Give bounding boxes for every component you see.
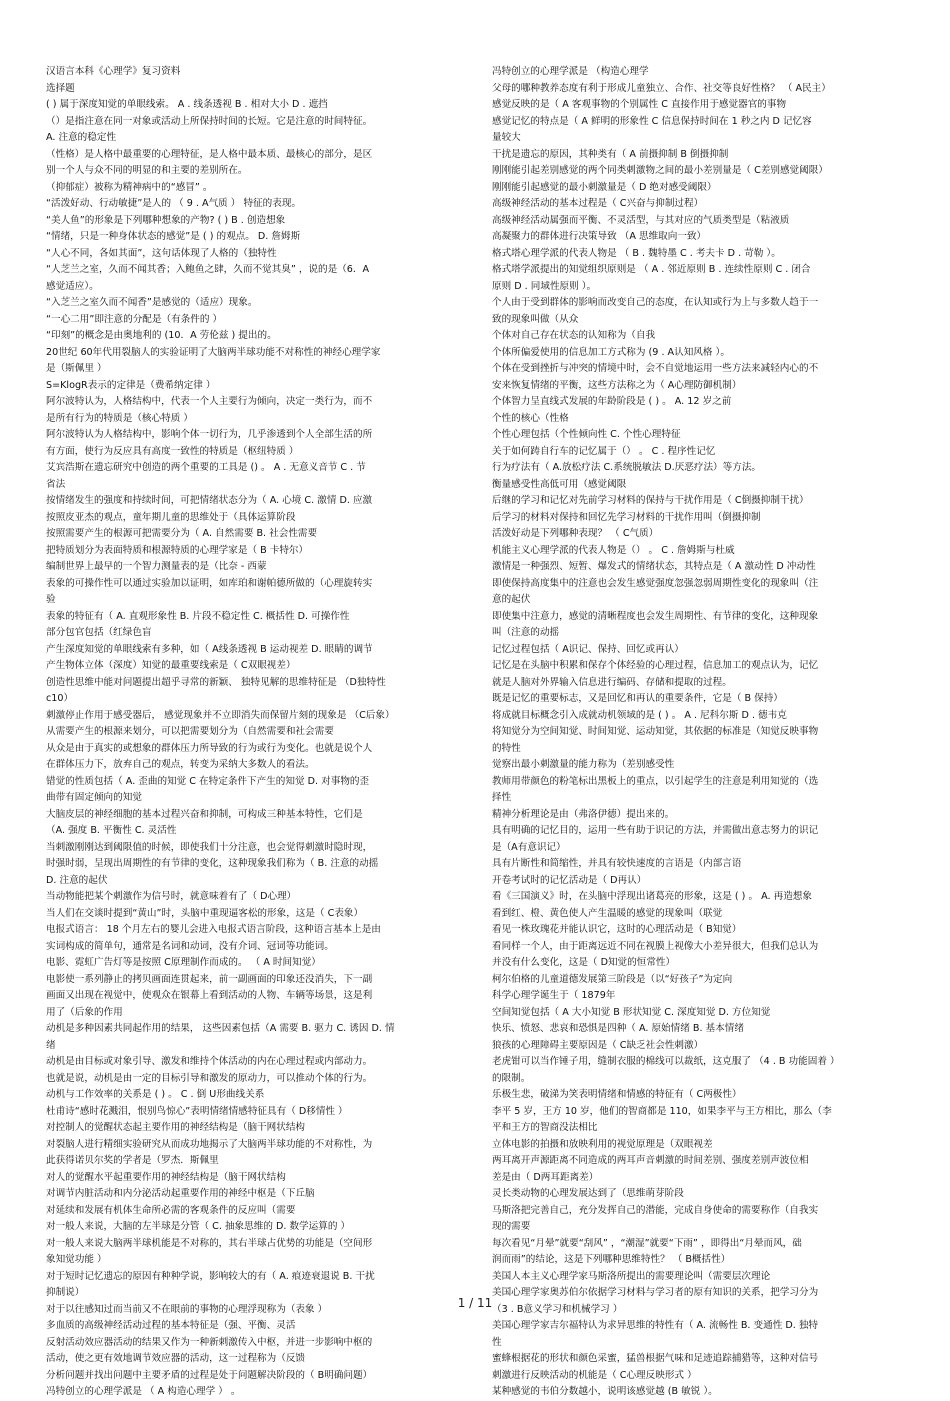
text-line: （3 . B意义学习和机械学习 ） [492, 1303, 623, 1315]
text-line: 量较大 [492, 132, 521, 143]
text-line: 并没有什么变化，这是（ D知觉的恒常性） [492, 957, 676, 968]
text-line: 对人的觉醒水平起重要作用的神经结构是（脑干网状结构 [46, 1171, 286, 1183]
text-line: 柯尔伯格的儿童道德发展第三阶段是（以“好孩子”为定向 [492, 973, 733, 985]
text-line: 刚刚能引起感觉的最小刺激量是（ D 绝对感受阈限） [492, 181, 717, 193]
text-line: 选择题 [46, 82, 75, 94]
text-line: 感觉记忆的特点是（ A 鲜明的形象性 C 信息保持时间在 1 秒之内 D 记忆容 [492, 115, 812, 127]
text-line: 冯特创立的心理学派是 （ A 构造心理学 ） 。 [46, 1386, 241, 1397]
text-line: “人芝兰之室，久而不闻其香；入鲍鱼之肆，久而不觉其臭” ，说的是（6．A [46, 264, 370, 275]
text-line: （抑郁症）被称为精神病中的“感冒” 。 [46, 181, 213, 193]
text-line: “印刻”的概念是由奥地利的 (10．A 劳伦兹 ) 提出的。 [46, 330, 277, 341]
text-line: 记忆是在头脑中积累和保存个体经验的心理过程，信息加工的观点认为，记忆 [492, 660, 819, 671]
text-line: 狼孩的心理障碍主要原因是（ C缺乏社会性刺激） [492, 1039, 704, 1051]
text-line: 对控制人的觉醒状态起主要作用的神经结构是（脑干网状结构 [46, 1122, 306, 1133]
text-line: 刺激进行反映活动的机能是（ C心理反映形式 ） [492, 1369, 697, 1381]
text-line: 意的起伏 [492, 594, 531, 605]
text-line: 验 [46, 594, 56, 605]
text-line: 高级神经活动属强而平衡、不灵活型，与其对应的气质类型是（粘液质 [492, 214, 790, 226]
text-line: 看到红、橙、黄色使人产生温暖的感觉的现象叫（联觉 [492, 907, 723, 919]
text-line: 按照皮亚杰的观点，童年期儿童的思维处于（具体运算阶段 [46, 511, 296, 523]
text-line: 当刺激刚刚达到阈限值的时候，即使我们十分注意，也会觉得刺激时隐时现， [46, 841, 373, 853]
text-line: 是所有行为的特质是（核心特质 ） [46, 412, 193, 424]
text-line: 某种感觉的韦伯分数越小，说明该感觉越 (B 敏锐 ）。 [492, 1386, 718, 1397]
text-line: （A. 强度 B. 平衡性 C. 灵活性 [46, 825, 177, 836]
text-line: 艾宾浩斯在遗忘研究中创造的两个重要的工具是 () 。 A . 无意义音节 C . 节 [46, 462, 366, 473]
text-line: （）是指注意在同一对象或活动上所保持时间的长短。它是注意的时间特征。 [46, 115, 373, 127]
text-line: “情绪，只是一种身体状态的感觉”是 ( ) 的观点。 D. 詹姆斯 [46, 231, 301, 242]
text-line: 记忆过程包括（ A识记、保持、回忆或再认） [492, 643, 684, 655]
text-line: 也就是说，动机是由一定的目标引导和激发的原动力，可以推动个体的行为。 [46, 1072, 373, 1084]
text-line: （性格）是人格中最重要的心理特征，是人格中最本质、最核心的部分，是区 [46, 148, 373, 160]
text-line: 父母的哪种教养态度有利于形成儿童独立、合作、社交等良好性格？ （ A民主） [492, 82, 831, 94]
text-line: 就是人脑对外界输入信息进行编码、存储和提取的过程。 [492, 676, 732, 688]
text-line: 对于短时记忆遗忘的原因有种种学说，影响较大的有（ A. 痕迹衰退说 B. 干扰 [46, 1270, 375, 1282]
text-line: 对一般人来说，大脑的左半球是分管（ C. 抽象思维的 D. 数学运算的 ） [46, 1221, 351, 1232]
text-line: 开卷考试时的记忆活动是（ D再认） [492, 874, 647, 886]
text-line: 马斯洛把完善自己，充分发挥自己的潜能，完成自身使命的需要称作（自我实 [492, 1204, 819, 1216]
text-line: 把特质划分为表面特质和根源特质的心理学家是（ B 卡特尔） [46, 544, 309, 556]
text-line: 用了（后象的作用 [46, 1006, 123, 1018]
text-line: 个体智力呈直线式发展的年龄阶段是 ( ) 。 A. 12 岁之前 [492, 396, 732, 407]
text-line: 动机是多种因素共同起作用的结果， 这些因素包括（A 需要 B. 驱力 C. 诱因 D. 情 [46, 1023, 395, 1034]
text-line: 绪 [46, 1039, 56, 1051]
text-line: D. 注意的起伏 [46, 874, 108, 886]
text-line: 产生深度知觉的单眼线索有多种，如（ A线条透视 B 运动视差 D. 眼睛的调节 [46, 643, 373, 655]
text-line: 择性 [492, 792, 512, 803]
text-line: 每次看见“月晕”就要“刮风” ，“潮湿”就要“下雨” ，即得出“月晕而风，础 [492, 1237, 802, 1249]
text-line: 动机与工作效率的关系是 ( ) 。 C . 倒 U形曲线关系 [46, 1089, 265, 1100]
text-line: 在群体压力下，放弃自己的观点，转变为采纳大多数人的看法。 [46, 759, 315, 770]
text-line: 按情绪发生的强度和持续时间，可把情绪状态分为（ A. 心境 C. 激情 D. 应激 [46, 495, 373, 506]
text-line: 李平 5 岁，王方 10 岁，他们的智商都是 110，如果李平与王方相比，那么（李 [492, 1105, 832, 1117]
text-line: 阿尔波特认为人格结构中，影响个体一切行为，几乎渗透到个人全部生活的所 [46, 429, 373, 440]
text-line: 的特性 [492, 742, 521, 754]
text-line: 动机是由目标或对象引导、激发和维持个体活动的内在心理过程或内部动力。 [46, 1056, 373, 1067]
text-line: “美人鱼”的形象是下列哪种想象的产物? ( ) B . 创造想象 [46, 214, 286, 226]
text-line: “活泼好动、行动敏捷”是人的 （ 9 . A气质 ） 特征的表现。 [46, 198, 302, 209]
text-line: 空间知觉包括（ A 大小知觉 B 形状知觉 C. 深度知觉 D. 方位知觉 [492, 1006, 771, 1018]
text-line: 立体电影的拍摄和放映利用的视觉原理是（双眼视差 [492, 1138, 713, 1150]
text-line: 将成就目标概念引入成就动机领域的是 ( ) 。 A . 尼科尔斯 D . 德韦克 [492, 709, 787, 721]
text-line: 有方面，使行为反应具有高度一致性的特质是（枢纽特质 ） [46, 445, 299, 457]
text-line: 衡量感受性高低可用（感觉阈限 [492, 478, 627, 490]
text-line: 对裂脑人进行精细实验研究从而成功地揭示了大脑两半球功能的不对称性，为 [46, 1138, 373, 1150]
text-line: 表象的特征有（ A. 直观形象性 B. 片段不稳定性 C. 概括性 D. 可操作性 [46, 610, 350, 622]
text-line: “一心二用”即注意的分配是（有条件的 ） [46, 313, 223, 325]
text-line: 将知觉分为空间知觉、时间知觉、运动知觉，其依据的标准是（知觉反映事物 [492, 726, 819, 737]
left-column [46, 64, 462, 1401]
text-line: 教师用带颜色的粉笔标出黑板上的重点，以引起学生的注意是利用知觉的（选 [492, 775, 819, 787]
text-line: 个体所偏爱使用的信息加工方式称为 (9 . A认知风格 ）。 [492, 346, 730, 358]
text-line: 感觉适应）。 [46, 280, 99, 292]
text-line: 的限制。 [492, 1072, 531, 1084]
text-line: 活动，使之更有效地调节效应器的活动，这一过程称为（反馈 [46, 1353, 306, 1364]
text-line: 格式塔学派提出的知觉组织原则是 （ A . 邻近原则 B . 连续性原则 C . 闭合 [492, 264, 811, 275]
text-line: 当动物能把某个刺激作为信号时，就意味着有了（ D心理） [46, 891, 297, 902]
text-line: 冯特创立的心理学派是 （构造心理学 [492, 66, 649, 77]
text-line: 精神分析理论是由（弗洛伊德）提出来的。 [492, 808, 675, 820]
text-line: 乐极生悲，破涕为笑表明情绪和情感的特征有（ C两极性） [492, 1089, 742, 1100]
text-line: c10） [46, 693, 74, 704]
text-line: 安来恢复情绪的平衡，这些方法称之为（ A心理防御机制） [492, 379, 742, 391]
text-line: 关于如何踌自行车的记忆属于（） 。 C . 程序性记忆 [492, 445, 716, 457]
text-line: “入芝兰之室久而不闻香”是感觉的（适应）现象。 [46, 297, 258, 308]
text-line: 表象的可操作性可以通过实验加以证明，如库珀和谢帕德所做的（心理旋转实 [46, 577, 373, 589]
text-line: 从众是由于真实的或想象的群体压力所导致的行为或行为变化。也就是说个人 [46, 742, 373, 754]
text-line: 产生物体立体（深度）知觉的最重要线索是（ C双眼视差） [46, 660, 296, 671]
text-line: 反射活动效应器活动的结果又作为一种新刺激传入中枢，并进一步影响中枢的 [46, 1336, 373, 1348]
text-line: 感觉反映的是（ A 客观事物的个别属性 C 直接作用于感觉器官的事物 [492, 99, 787, 110]
text-line: 大脑皮层的神经细胞的基本过程兴奋和抑制，可构成三种基本特性，它们是 [46, 808, 363, 820]
text-line: 多血质的高级神经活动过程的基本特征是（强、平衡、灵活 [46, 1320, 296, 1331]
text-line: 电影使一系列静止的拷贝画面连贯起来，前一副画面的印象还没消失，下一副 [46, 973, 373, 985]
text-line: 既是记忆的重要标志，又是回忆和再认的重要条件，它是（ B 保持） [492, 693, 783, 704]
text-line: 叫（注意的动摇 [492, 627, 560, 638]
text-line: 刚刚能引起差别感觉的两个同类刺激物之间的最小差别量是（ C差别感觉阈限） [492, 165, 828, 176]
text-line: ( ) 属于深度知觉的单眼线索。 A . 线条透视 B . 相对大小 D . 遮挡 [46, 99, 328, 110]
text-line: 干扰是遗忘的原因，其种类有（ A 前摄抑制 B 倒摄抑制 [492, 148, 729, 160]
text-line: 部分包官包括（红绿色盲 [46, 627, 152, 638]
text-line: 别一个人与众不同的明显的和主要的差别所在。 [46, 165, 248, 176]
text-line: 科学心理学诞生于（ 1879年 [492, 990, 616, 1001]
text-line: 对于以往感知过而当前又不在眼前的事物的心理浮现称为（表象 ） [46, 1303, 328, 1315]
text-line: 个体对自己存在状态的认知称为（自我 [492, 330, 656, 341]
text-line: 性 [492, 1336, 502, 1348]
text-line: 时强时弱，呈现出周期性的有节律的变化，这种现象我们称为（ B. 注意的动摇 [46, 858, 379, 869]
text-line: 美国心理学家奥苏伯尔依据学习材料与学习者的原有知识的关系，把学习分为 [492, 1287, 819, 1298]
text-line: 激情是一种强烈、短暂、爆发式的情绪状态，其特点是（ A 激动性 D 冲动性 [492, 561, 816, 572]
text-line: 分析问题并找出问题中主要矛盾的过程是处于问题解决阶段的（ B明确问题） [46, 1369, 373, 1381]
text-line: 电影、霓虹广告灯等是按照 C原理制作而成的。 （ A 时间知觉） [46, 957, 321, 968]
text-line: 个人由于受到群体的影响而改变自己的态度，在认知或行为上与多数人趋于一 [492, 297, 819, 308]
text-line: 20世纪 60年代用裂脑人的实验证明了大脑两半球功能不对称性的神经心理学家 [46, 346, 381, 358]
text-line: 当人们在交谈时提到“黄山”时，头脑中重现逼客松的形象，这是（ C表象） [46, 907, 364, 919]
text-line: 电报式语言： 18 个月左右的婴儿会进入电报式语言阶段，这种语言基本上是由 [46, 924, 381, 935]
text-line: 觉察出最小刺激量的能力称为（差别感受性 [492, 759, 675, 770]
page-number: 1 / 11 [457, 1296, 493, 1310]
text-line: 现的需要 [492, 1221, 531, 1232]
text-line: 个性心理包括（个性倾向性 C. 个性心理特征 [492, 429, 681, 440]
text-line: 创造性思维中能对问题提出超乎寻常的新颖、 独特见解的思维特征是 （D独特性 [46, 676, 386, 688]
text-line: 高级神经活动的基本过程是（ C兴奋与抑制过程） [492, 198, 704, 209]
text-line: 错觉的性质包括（ A. 歪曲的知觉 C 在特定条件下产生的知觉 D. 对事物的歪 [46, 775, 370, 787]
text-line: 蜜蜂根据花的形状和颜色采蜜，猛兽根据气味和足迹追踪捕猎等，这种对信号 [492, 1353, 819, 1364]
text-line: 对一般人来说大脑两半球机能是不对称的，其右半球占优势的功能是（空间形 [46, 1237, 373, 1249]
text-line: 高凝聚力的群体进行决策导致 （A 思维取向一致） [492, 231, 707, 242]
text-line: 两耳离开声源距离不同造成的两耳声音刺激的时间差别、强度差别声波位相 [492, 1155, 809, 1166]
text-line: 美国心理学家吉尔福特认为求异思维的特性有（ A. 流畅性 B. 变通性 D. 独特 [492, 1320, 819, 1331]
text-line: 看见一株玫瑰花并能认识它，这时的心理活动是（ B知觉） [492, 924, 742, 935]
text-line: S=KlogR表示的定律是（费希纳定律 ） [46, 379, 216, 391]
text-line: 快乐、愤怒、悲哀和恐惧是四种（ A. 原始情绪 B. 基本情绪 [492, 1023, 744, 1034]
text-line: 即使集中注意力，感觉的清晰程度也会发生周期性、有节律的变化，这种现象 [492, 610, 819, 622]
text-line: 编制世界上最早的一个智力测量表的是（比奈 - 西蒙 [46, 561, 267, 572]
text-line: 格式塔心理学派的代表人物是 （ B . 魏特墨 C . 考夫卡 D . 苛勒 ）。 [492, 247, 781, 259]
text-line: 即使保持高度集中的注意也会发生感觉强度忽强忽弱周期性变化的现象叫（注 [492, 577, 819, 589]
text-line: 汉语言本科《心理学》复习资料 [46, 66, 181, 77]
text-line: 个体在受到挫折与冲突的情境中时，会不自觉地运用一些方法来减轻内心的不 [492, 363, 819, 374]
text-line: 后学习的材料对保持和回忆先学习材料的干扰作用叫（倒摄抑制 [492, 511, 761, 523]
text-line: 看同样一个人，由于距离远近不同在视膜上视像大小差异很大，但我们总认为 [492, 940, 819, 952]
text-line: 机能主义心理学派的代表人物是（） 。 C . 詹姆斯与杜威 [492, 544, 735, 556]
text-line: 省法 [46, 478, 66, 490]
text-line: “人心不同，各如其面”，这句话体现了人格的（独特性 [46, 247, 277, 259]
text-line: 活泼好动是下列哪种表现？ （ C气质） [492, 528, 659, 539]
text-line: 画面又出现在视觉中，使观众在银幕上看到活动的人物、车辆等场景，这是利 [46, 990, 373, 1001]
text-line: 润而雨”的结论，这是下列哪种思维特性？ （ B概括性） [492, 1254, 731, 1265]
text-line: 美国人本主义心理学家马斯洛所提出的需要理论叫（需要层次理论 [492, 1270, 771, 1282]
text-line: 是（A有意识记） [492, 841, 566, 853]
text-line: 阿尔波特认为，人格结构中，代表一个人主要行为倾向，决定一类行为，而不 [46, 396, 373, 407]
right-column [492, 64, 908, 1401]
text-line: 具有明确的记忆目的，运用一些有助于识记的方法，并需做出意志努力的识记 [492, 825, 819, 836]
text-line: 杜甫诗“感时花溅泪，恨别鸟惊心”表明情绪情感特征具有（ D移情性 ） [46, 1105, 348, 1117]
text-line: 曲带有固定倾向的知觉 [46, 792, 142, 803]
text-line: 差是由（ D两耳距离差） [492, 1171, 599, 1183]
text-line: 从需要产生的根源来划分，可以把需要划分为（自然需要和社会需要 [46, 726, 334, 737]
text-line: 灵长类动物的心理发展达到了（思维萌芽阶段 [492, 1188, 684, 1199]
text-line: 平和王方的智商没法相比 [492, 1122, 598, 1133]
text-line: 老虎钳可以当作锤子用，缝制衣服的棉线可以裁纸，这克服了 （4 . B 功能固着 ） [492, 1056, 840, 1067]
text-line: 按照需要产生的根源可把需要分为（ A. 自然需要 B. 社会性需要 [46, 528, 318, 539]
text-line: 个性的核心（性格 [492, 412, 569, 424]
text-line: 看《三国演义》时，在头脑中浮现出诸葛亮的形象，这是 ( ) 。 A. 再造想象 [492, 891, 812, 902]
text-line: 此获得诺贝尔奖的学者是（罗杰．斯佩里 [46, 1155, 219, 1166]
text-line: 行为疗法有（ A.放松疗法 C.系统脱敏法 D.厌恶疗法）等方法。 [492, 462, 762, 473]
text-line: 具有片断性和简缩性，并具有较快速度的言语是（内部言语 [492, 858, 742, 869]
text-line: 后继的学习和记忆对先前学习材料的保持与干扰作用是（ C倒摄抑制干扰） [492, 495, 809, 506]
text-line: 对延续和发展有机体生命所必需的客观条件的反应叫（需要 [46, 1204, 296, 1216]
text-line: 刺激停止作用于感受器后， 感觉现象并不立即消失而保留片刻的现象是 （C后象） [46, 709, 395, 721]
text-line: 原则 D . 同域性原则 ）。 [492, 280, 597, 292]
text-line: 对调节内脏活动和内分泌活动起重要作用的神经中枢是（下丘脑 [46, 1188, 315, 1199]
text-line: 象知觉功能 ） [46, 1254, 107, 1265]
text-line: 实词构成的简单句，通常是名词和动词，没有介词、冠词等功能词。 [46, 940, 334, 952]
text-line: A. 注意的稳定性 [46, 132, 117, 143]
text-line: 致的现象叫做（从众 [492, 313, 579, 325]
text-line: 抑制说） [46, 1287, 85, 1298]
text-line: 是（斯佩里 ） [46, 363, 107, 374]
